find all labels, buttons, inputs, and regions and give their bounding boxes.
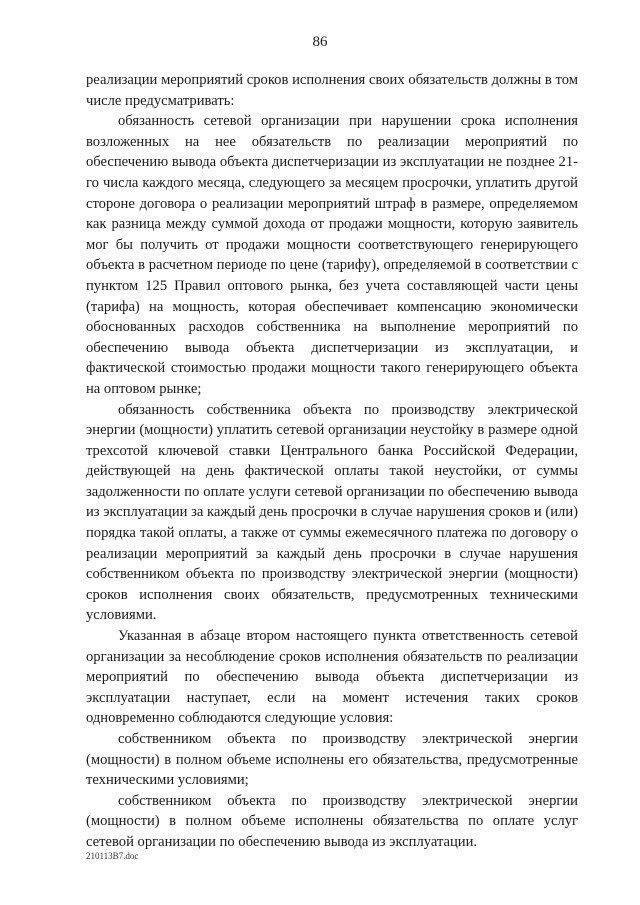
document-body — [86, 70, 578, 853]
page-number: 86 — [312, 34, 328, 50]
paragraph-liability-conditions: Указанная в абзаце втором настоящего пункта ответственность сетевой организации за несоблюдение сроков исполнения обязательств по реализации мероприятий по обеспечению вывода объекта диспетчеризации из эксплуатации наступает, если на момент истечения таких сроков одновременно соблюдаются следующие условия: — [86, 628, 578, 727]
paragraph-condition-1: собственником объекта по производству электрической энергии (мощности) в полном объеме исполнены его обязательства, предусмотренные техническими условиями; — [86, 731, 578, 789]
paragraph-network-obligation: обязанность сетевой организации при нарушении срока исполнения возложенных на нее обязательств по реализации мероприятий по обеспечению вывода объекта диспетчеризации из эксплуатации не позднее 21-го числа каждого месяца, следующего за месяцем просрочки, уплатить другой стороне договора о реализации мероприятий штраф в размере, определяемом как разница между суммой дохода от продажи мощности, которую заявитель мог бы получить от продажи мощности соответствующего генерирующего объекта в расчетном периоде по цене (тарифу), определяемой в соответствии с пунктом 125 Правил оптового рынка, без учета составляющей части цены (тарифа) на мощность, которая обеспечивает компенсацию экономически обоснованных расходов собственника на выполнение мероприятий по обеспечению вывода объекта диспетчеризации из эксплуатации, и фактической стоимостью продажи мощности такого генерирующего объекта на оптовом рынке; — [86, 113, 578, 397]
paragraph-continuation: реализации мероприятий сроков исполнения своих обязательств должны в том числе предусматривать: — [86, 72, 578, 109]
paragraph-condition-2: собственником объекта по производству электрической энергии (мощности) в полном объеме исполнены обязательства по оплате услуг сетевой организации по обеспечению вывода из эксплуатации. — [86, 792, 578, 850]
document-filename: 210113В7.doc — [86, 851, 139, 861]
paragraph-owner-obligation: обязанность собственника объекта по производству электрической энергии (мощности) уплатить сетевой организации неустойку в размере одной трехсотой ключевой ставки Центрального банка Российской Федерации, действующей на день фактической оплаты такой неустойки, от суммы задолженности по оплате услуги сетевой организации по обеспечению вывода из эксплуатации за каждый день просрочки в случае нарушения сроков и (или) порядка такой оплаты, а также от суммы ежемесячного платежа по договору о реализации мероприятий за каждый день просрочки в случае нарушения собственником объекта по производству электрической энергии (мощности) сроков исполнения своих обязательств, предусмотренных техническими условиями. — [86, 401, 578, 624]
